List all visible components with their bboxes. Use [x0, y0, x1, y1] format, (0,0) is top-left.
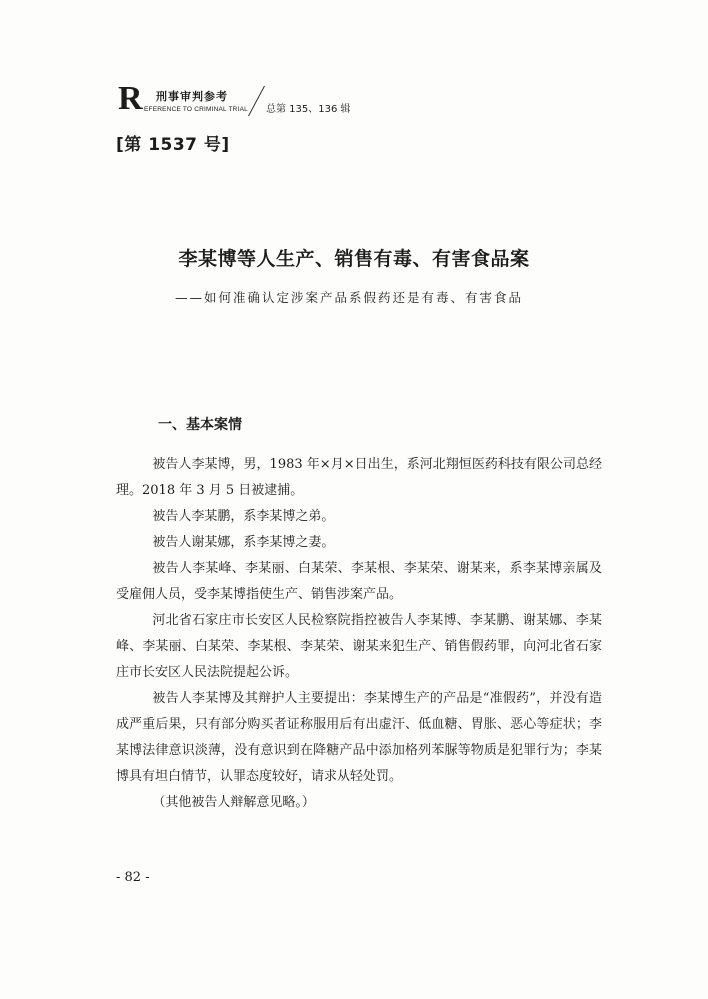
paragraph: 河北省石家庄市长安区人民检察院指控被告人李某博、李某鹏、谢某娜、李某峰、李某丽、白某荣、李某根、李某荣、谢某来犯生产、销售假药罪，向河北省石家庄市长安区人民法院提起公诉。	[116, 613, 602, 680]
paragraph: 被告人李某博及其辩护人主要提出：李某博生产的产品是“准假药”，并没有造成严重后果，只有部分购买者证称服用后有出虚汗、低血糖、胃胀、恶心等症状；李某博法律意识淡薄，没有意识到在降糖产品中添加格列苯脲等物质是犯罪行为；李某博具有坦白情节，认罪态度较好，请求从轻处罚。	[116, 691, 602, 784]
section-heading: 一、基本案情	[158, 417, 242, 433]
header-divider	[248, 86, 265, 116]
paragraph: （其他被告人辩解意见略。）	[152, 795, 315, 810]
case-subtitle: ——如何准确认定涉案产品系假药还是有毒、有害食品	[175, 290, 524, 305]
paragraph: 被告人李某鹏，系李某博之弟。	[152, 509, 335, 524]
page-number: - 82 -	[116, 870, 150, 885]
case-title: 李某博等人生产、销售有毒、有害食品案	[178, 248, 530, 270]
journal-header	[118, 80, 458, 122]
journal-logo-letter: R	[118, 80, 143, 117]
paragraph: 被告人李某博，男，1983 年×月×日出生，系河北翔恒医药科技有限公司总经理。2018 年 3 月 5 日被逮捕。	[116, 457, 602, 498]
paragraph: 被告人李某峰、李某丽、白某荣、李某根、李某荣、谢某来，系李某博亲属及受雇佣人员，受李某博指使生产、销售涉案产品。	[116, 561, 602, 602]
section-body	[116, 452, 602, 816]
journal-title-cn: 刑事审判参考	[156, 90, 228, 103]
issue-number: 总第 135、136 辑	[266, 104, 351, 115]
paragraph: 被告人谢某娜，系李某博之妻。	[152, 535, 335, 550]
journal-title-en: EFERENCE TO CRIMINAL TRIAL	[144, 106, 248, 113]
case-number: [第 1537 号]	[116, 135, 230, 155]
